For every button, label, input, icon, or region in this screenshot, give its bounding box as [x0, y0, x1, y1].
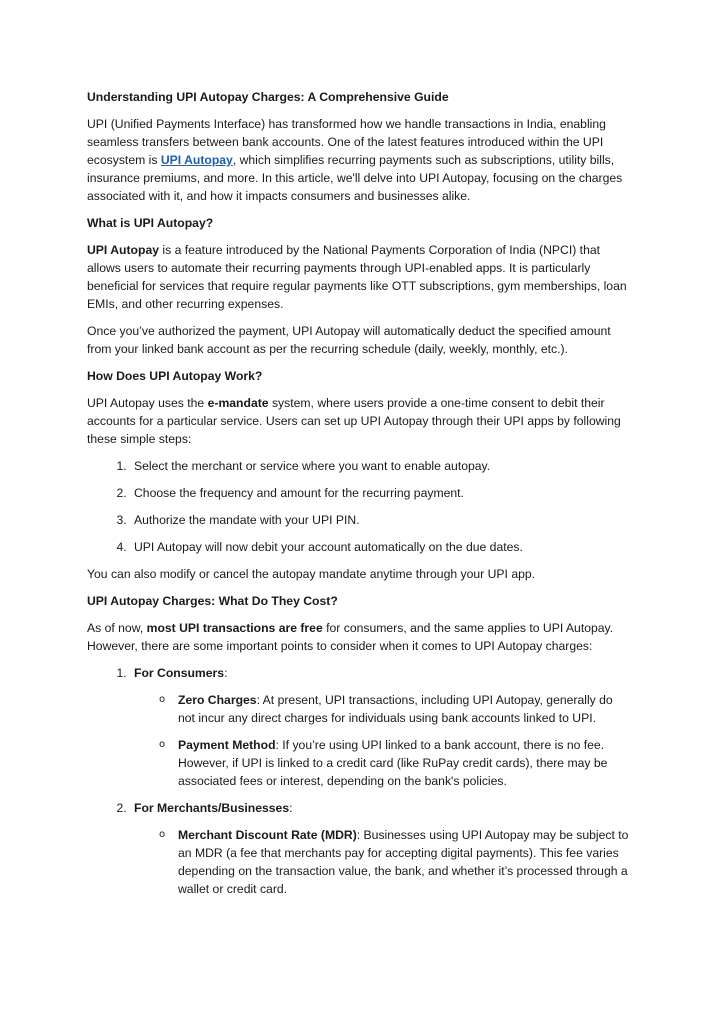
free-bold: most UPI transactions are free — [146, 621, 323, 635]
charges-text-2: for consumers, and the same applies to UPI Autopay. However, there are some important points to consider when it comes to UPI Autopay charges: — [87, 621, 614, 653]
sub-item-bold: Merchant Discount Rate (MDR) — [178, 828, 357, 842]
steps-list — [87, 457, 633, 556]
merchants-label: For Merchants/Businesses — [134, 801, 290, 815]
what-is-paragraph — [87, 241, 633, 313]
intro-paragraph — [87, 115, 633, 205]
circle-bullet-icon: o — [159, 739, 166, 750]
step-item: 1. Select the merchant or service where you want to enable autopay. — [130, 457, 633, 475]
what-is-bold: UPI Autopay — [87, 243, 159, 257]
heading-charges: UPI Autopay Charges: What Do They Cost? — [87, 594, 338, 608]
intro-text-2: , which simplifies recurring payments such as subscriptions, utility bills, insurance premiums, and more. In this article, we'll delve into UPI Autopay, focusing on the charges associated with it, and how it impacts consumers and businesses alike. — [87, 153, 623, 203]
consumers-colon: : — [224, 666, 228, 680]
upi-autopay-link[interactable]: UPI Autopay — [160, 153, 233, 167]
step-item: 3. Authorize the mandate with your UPI PIN. — [130, 511, 633, 529]
list-item-merchants — [130, 799, 633, 898]
sub-item — [134, 736, 633, 790]
consumers-label: For Consumers — [134, 666, 225, 680]
e-mandate-bold: e-mandate — [207, 396, 269, 410]
intro-text-1: UPI (Unified Payments Interface) has transformed how we handle transactions in India, enabling seamless transfers between bank accounts. One of the latest features introduced within the UPI ecosystem is — [87, 117, 606, 167]
charges-text-1: As of now, — [87, 621, 147, 635]
circle-bullet-icon: o — [159, 694, 166, 705]
how-works-paragraph — [87, 394, 633, 448]
sub-item-text: : Businesses using UPI Autopay may be subject to an MDR (a fee that merchants pay for accepting digital payments). This fee varies depending on the transaction value, the bank, and whether it’s processed through a wallet or credit card. — [178, 828, 629, 896]
sub-item-text: : At present, UPI transactions, including UPI Autopay, generally do not incur any direct charges for individuals using bank accounts linked to UPI. — [178, 693, 613, 725]
sub-item-text: : If you’re using UPI linked to a bank account, there is no fee. However, if UPI is linked to a credit card (like RuPay credit cards), there may be associated fees or interest, depending on the bank's policies. — [178, 738, 608, 788]
heading-how-works: How Does UPI Autopay Work? — [87, 369, 263, 383]
how-works-text-1: UPI Autopay uses the — [87, 396, 208, 410]
sub-item-bold: Payment Method — [178, 738, 276, 752]
sub-item — [134, 826, 633, 898]
merchants-colon: : — [289, 801, 293, 815]
sub-item — [134, 691, 633, 727]
circle-bullet-icon: o — [159, 829, 166, 840]
how-works-text-2: system, where users provide a one-time consent to debit their accounts for a particular service. Users can set up UPI Autopay through their UPI apps by following these simple steps: — [87, 396, 621, 446]
authorized-paragraph: Once you’ve authorized the payment, UPI Autopay will automatically deduct the specified amount from your linked bank account as per the recurring schedule (daily, weekly, monthly, etc.). — [87, 324, 611, 356]
what-is-text: is a feature introduced by the National Payments Corporation of India (NPCI) that allows users to automate their recurring payments through UPI-enabled apps. It is particularly beneficial for services that require regular payments like OTT subscriptions, gym memberships, loan EMIs, and other recurring expenses. — [87, 243, 627, 311]
heading-what-is: What is UPI Autopay? — [87, 216, 214, 230]
merchants-sublist — [134, 826, 633, 898]
charges-list — [87, 664, 633, 898]
consumers-sublist — [134, 691, 633, 790]
step-item: 2. Choose the frequency and amount for the recurring payment. — [130, 484, 633, 502]
sub-item-bold: Zero Charges — [178, 693, 257, 707]
document-title: Understanding UPI Autopay Charges: A Comprehensive Guide — [87, 90, 449, 104]
list-item-consumers — [130, 664, 633, 790]
modify-paragraph: You can also modify or cancel the autopay mandate anytime through your UPI app. — [87, 567, 536, 581]
step-item: 4. UPI Autopay will now debit your account automatically on the due dates. — [130, 538, 633, 556]
charges-paragraph — [87, 619, 633, 655]
